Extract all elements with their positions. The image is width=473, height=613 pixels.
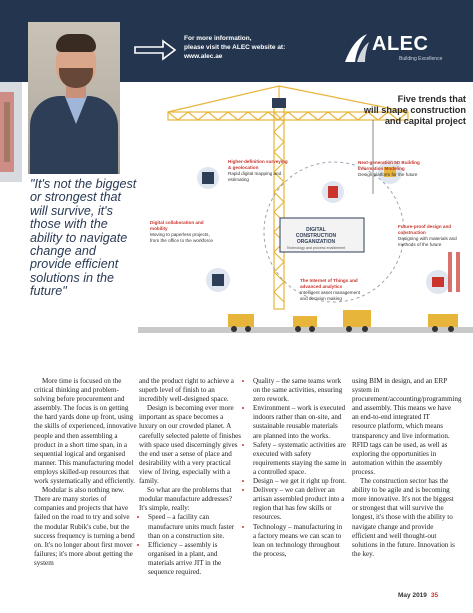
decorative-stripe (0, 82, 22, 182)
trend-label-future-proof (398, 224, 464, 248)
infographic-title-line-2: will shape construction (363, 105, 466, 115)
col2-bullet-efficiency: • Efficiency – assembly is organised in a plant, and materials arrive JIT in the sequence required. (148, 541, 242, 577)
trend-2-body: Design platform for the future (358, 172, 418, 177)
col2-paragraph-1: and the product right to achieve a superb level of finish to an incredibly well-designed space. (139, 377, 234, 404)
info-line-1: For more information, (184, 35, 252, 42)
column-3 (244, 377, 347, 559)
col4-paragraph-1: using BIM in design, and an ERP system in procurement/accounting/programming and assembly. This means we have an end-to-end integrated IT resource platform, which means transparency and live information. RFID tags can be used, as well as exploring the opportunities in automation within the assembly process. (352, 377, 462, 476)
col1-paragraph-1: More time is focused on the critical thinking and problem-solving before procurement and assembly. The focus is on getting the hard yards done up front, using the skills of experienced, innovative people and then assembling a product in a short time span, in a sequential logical and organised manner. This manufacturing model employs skilled-up resources that work systematically and efficiently. (34, 377, 137, 486)
trend-4-body: Designing with materials and methods of the future (398, 236, 457, 247)
pull-quote: "It's not the biggest or strongest that will survive, it's those with the ability to navigate change and provide efficient solutions in the future" (30, 177, 137, 299)
trend-3-body: Moving to paperless projects, from the office to the workforce (150, 232, 213, 243)
center-label (278, 227, 354, 245)
col3-bullet-list (244, 377, 347, 559)
trend-label-iot (300, 278, 362, 302)
page-number: 35 (430, 592, 439, 599)
col3-bullet-delivery: • Delivery – we can deliver an artisan assembled product into a region that has few skills or resources. (253, 486, 347, 522)
col1-paragraph-2: Modular is also nothing new. There are many stories of companies and projects that have failed on the road to try and solve the modular Rubik's cube, but the success frequency is turning a bend on. It's no longer about first mover failures; it's more about getting the system (34, 486, 135, 567)
trend-label-surveying (228, 159, 288, 183)
logo-tagline: Building Excellence (399, 56, 443, 62)
col3-bullet-safety: • Safety – systematic activities are executed with safety requirements staying the same in a controlled space. (253, 441, 347, 477)
trend-label-collaboration (150, 220, 214, 244)
col2-bullet-speed: • Speed – a facility can manufacture units much faster than on a construction site. (148, 513, 242, 540)
website-info (184, 34, 334, 61)
col3-bullet-environment: • Environment – work is executed indoors rather than on-site, and sustainable reusable materials are planned into the works. (253, 404, 347, 440)
column-1 (34, 377, 137, 568)
logo-name: ALEC (372, 33, 429, 55)
col3-bullet-quality: • Quality – the same teams work on the same activities, ensuring zero rework. (253, 377, 347, 404)
arrow-right-icon (133, 38, 177, 62)
issue-date: May 2019 (398, 592, 427, 599)
info-line-2: please visit the ALEC website at: (184, 44, 286, 51)
page-footer (398, 592, 438, 599)
author-photo (28, 22, 120, 174)
column-4 (352, 377, 462, 559)
trend-2-title: Next-generation 5D Building Information Modeling (358, 160, 420, 171)
trend-4-title: Future-proof design and construction (398, 224, 452, 235)
center-sublabel: Technology and process enablement (286, 246, 346, 250)
col2-paragraph-2: Design is becoming ever more important as space becomes a luxury on our crowded planet. A carefully selected palette of finishes with space used discerningly gives the end user a sense of place and desirability with a very practical view of living, especially with a family. (139, 404, 242, 486)
col3-bullet-technology: • Technology – manufacturing in a factory means we can scan to lean on technology throughout the process, (253, 523, 347, 559)
trend-5-title: The Internet of Things and advanced analytics (300, 278, 358, 289)
center-line-1: DIGITAL (306, 227, 326, 233)
infographic-title-line-1: Five trends that (397, 94, 466, 104)
center-line-2: CONSTRUCTION (295, 233, 337, 239)
column-2 (139, 377, 242, 577)
trend-5-body: Intelligent asset management and decision making (300, 290, 361, 301)
infographic-title-line-3: and capital project (384, 116, 466, 126)
col4-paragraph-2: The construction sector has the ability to be agile and is becoming more innovative. It's not the biggest or strongest that will survive the longest, it's those with the ability to navigate change and provide efficient and well thought-out solutions in the future. Innovation is the key. (352, 477, 455, 558)
col3-bullet-design: • Design – we get it right up front. (253, 477, 347, 486)
col2-paragraph-3: So what are the problems that modular manufacture addresses? It's simple, really: (139, 486, 232, 513)
col2-bullet-list (139, 513, 242, 577)
website-link[interactable]: www.alec.ae (184, 53, 223, 60)
infographic-title (328, 94, 466, 127)
center-line-3: ORGANIZATION (296, 239, 336, 245)
trend-3-title: Digital collaboration and mobility (150, 220, 204, 231)
trend-label-bim (358, 160, 422, 178)
trend-1-body: Rapid digital mapping and estimating (228, 171, 282, 182)
trend-1-title: Higher-definition surveying & geolocation (228, 159, 288, 170)
